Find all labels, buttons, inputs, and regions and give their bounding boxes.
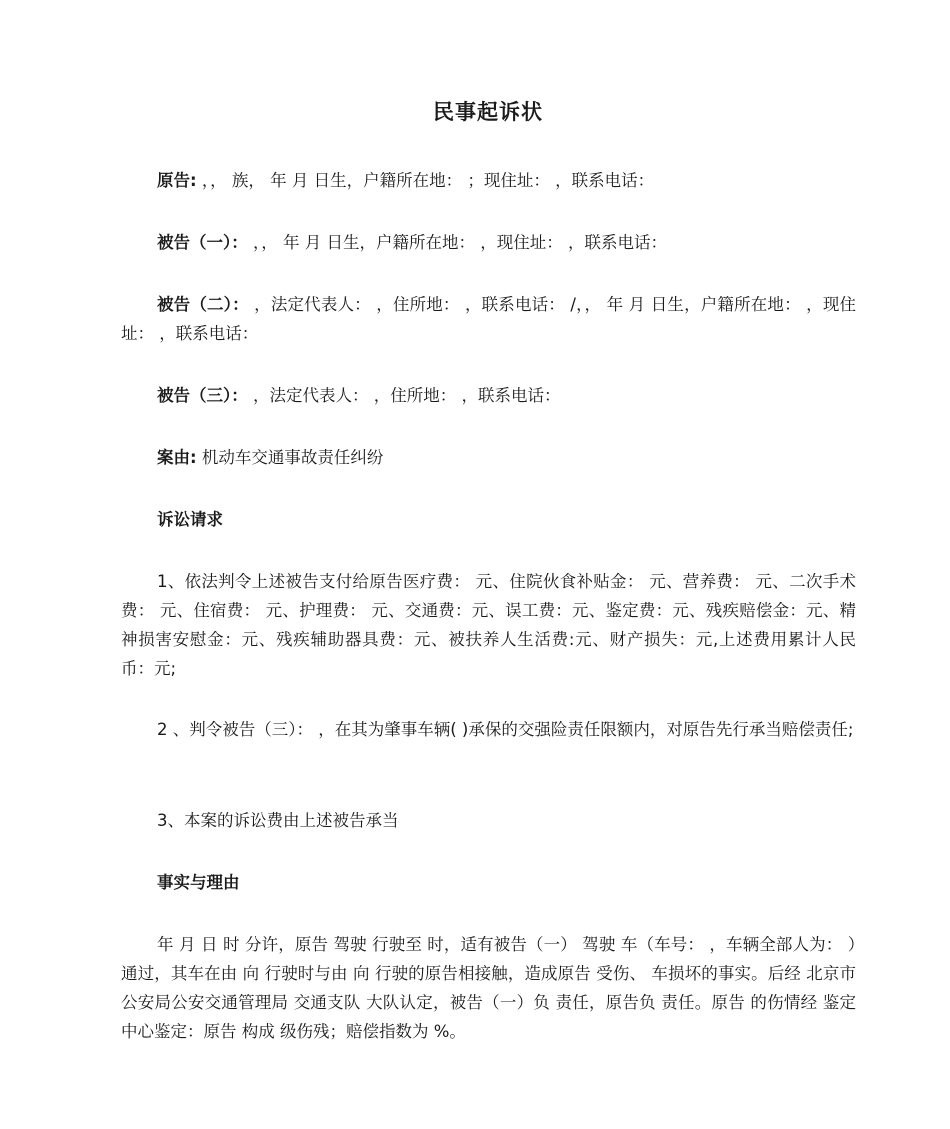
defendant1-text: ，， 年 月 日生，户籍所在地： ，现住址： ，联系电话： <box>247 233 667 252</box>
defendant2-label: 被告（二）： <box>157 295 249 314</box>
defendant3-text: ，法定代表人： ，住所地： ，联系电话： <box>247 386 561 405</box>
defendant2-text: ，法定代表人： ，住所地： ，联系电话： /，， 年 月 日生，户籍所在地： ，现住址： ，联系电话： <box>121 295 856 343</box>
defendant3-paragraph <box>121 381 856 410</box>
defendant1-paragraph <box>121 228 856 257</box>
claims-heading: 诉讼请求 <box>157 510 223 529</box>
cause-label: 案由: <box>157 448 197 467</box>
claim-3: 3、本案的诉讼费由上述被告承当 <box>157 811 399 830</box>
defendant3-label: 被告（三）： <box>157 386 248 405</box>
cause-paragraph <box>121 443 856 472</box>
claim-1: 1、依法判令上述被告支付给原告医疗费： 元、住院伙食补贴金： 元、营养费： 元、二次手术费： 元、住宿费： 元、护理费： 元、交通费：元、误工费：元、鉴定费：元、残疾赔偿金：元、精神损害安慰金：元、残疾辅助器具费：元、被扶养人生活费:元、财产损失：元,上述费用累计人民币：元; <box>121 572 856 678</box>
cause-text: 机动车交通事故责任纠纷 <box>196 448 384 467</box>
facts-heading: 事实与理由 <box>157 873 240 892</box>
defendant2-paragraph <box>121 290 856 348</box>
document-title: 民事起诉状 <box>433 100 543 124</box>
plaintiff-paragraph <box>121 166 856 195</box>
facts-paragraph: 年 月 日 时 分许，原告 驾驶 行驶至 时，适有被告（一） 驾驶 车（车号： ，车辆全部人为： ）通过，其车在由 向 行驶时与由 向 行驶的原告相接触，造成原告 受伤、 车损坏的事实。后经 北京市公安局公安交通管理局 交通支队 大队认定，被告（一）负 责任，原告负 责任。原告 的伤情经 鉴定中心鉴定：原告 构成 级伤残；赔偿指数为 %。 <box>121 935 856 1041</box>
plaintiff-text: ，， 族， 年 月 日生，户籍所在地： ；现住址： ，联系电话： <box>196 171 655 190</box>
claim-2: 2 、判令被告（三）： ，在其为肇事车辆( )承保的交强险责任限额内，对原告先行承当赔偿责任; <box>157 720 854 739</box>
defendant1-label: 被告（一）： <box>157 233 248 252</box>
plaintiff-label: 原告: <box>157 171 197 190</box>
